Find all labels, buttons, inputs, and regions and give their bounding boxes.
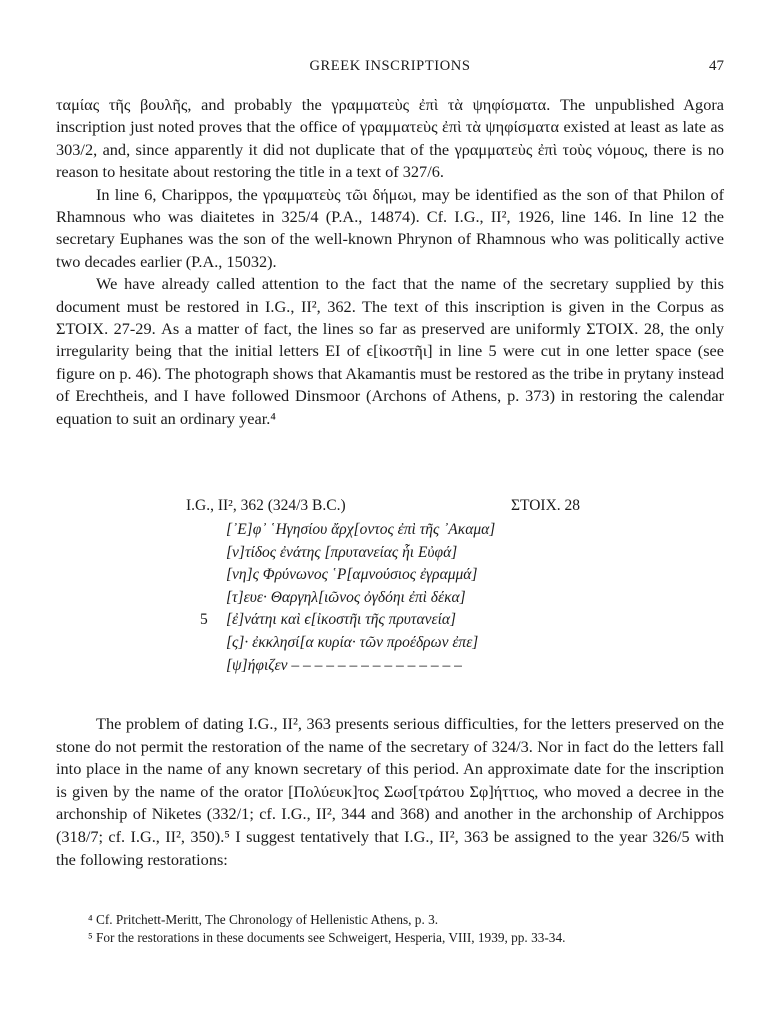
inscription-line-text: [ψ]ήφιζεν – – – – – – – – – – – – – – – [226, 656, 462, 674]
footnotes [88, 911, 724, 947]
inscription-line-text: [νη]ς Φρύνωνος ῾Ρ[αμνούσιος ἐγραμμά] [226, 566, 478, 584]
page-number: 47 [709, 58, 724, 74]
inscription-line-text: [ἐ]νάτηι καὶ ϵ[ἰκοστῆι τῆς πρυτανεία] [226, 611, 457, 629]
inscription-block [186, 497, 586, 677]
inscription-line-text: [ν]τίδος ἐνάτης [πρυτανείας ἧι Εὐφά] [226, 543, 458, 561]
body-text-top [56, 94, 724, 430]
inscription-line [186, 655, 586, 678]
inscription-line [186, 542, 586, 565]
inscription-line-text: [᾽Ε]φ᾽ ῾Ηγησίου ἄρχ[οντος ἐπὶ τῆς ᾽Ακαμα] [226, 521, 496, 538]
paragraph-1: ταμίας τῆς βουλῆς, and probably the γραμματεὺς ἐπὶ τὰ ψηφίσματα. The unpublished Agora inscription just noted proves that the office of γραμματεὺς ἐπὶ τὰ ψηφίσματα existed at least as late as 303/2, and, since apparently it did not duplicate that of the γραμματεὺς ἐπὶ τοὺς νόμους, there is no reason to hesitate about restoring the title in a text of 327/6. [56, 95, 724, 182]
inscription-line [186, 632, 586, 655]
inscription-reference: I.G., II², 362 (324/3 B.C.) [186, 497, 346, 514]
inscription-line [186, 609, 586, 632]
inscription-line [186, 587, 586, 610]
inscription-line [186, 564, 586, 587]
footnote-5: ⁵ For the restorations in these documents see Schweigert, Hesperia, VIII, 1939, pp. 33-34. [88, 930, 566, 945]
inscription-header [186, 497, 586, 519]
paragraph-2: In line 6, Charippos, the γραμματεὺς τῶι δήμωι, may be identified as the son of that Philon of Rhamnous who was diaitetes in 325/4 (P.A., 14874). Cf. I.G., II², 1926, line 146. In line 12 the secretary Euphanes was the son of the well-known Phrynon of Rhamnous who was politically active two decades earlier (P.A., 15032). [56, 184, 724, 271]
line-number: 5 [200, 611, 208, 629]
inscription-line-text: [τ]ευε· Θαργηλ[ιῶνος ὀγδόηι ἐπὶ δέκα] [226, 588, 466, 606]
footnote-4: ⁴ Cf. Pritchett-Meritt, The Chronology of Hellenistic Athens, p. 3. [88, 912, 439, 927]
paragraph-4: The problem of dating I.G., II², 363 presents serious difficulties, for the letters preserved on the stone do not permit the restoration of the name of the secretary of 324/3. Nor in fact do the letters fall into place in the name of any known secretary of this period. An approximate date for the inscription is given by the name of the orator [Πολύευκ]τος Σωσ[τράτου Σφ]ήττιος, who moved a decree in the archonship of Niketes (332/1; cf. I.G., II², 344 and 368) and another in the archonship of Archippos (318/7; cf. I.G., II², 350).⁵ I suggest tentatively that I.G., II², 363 be assigned to the year 326/5 with the following restorations: [56, 714, 724, 869]
inscription-line-text: [ς]· ἐκκλησί[α κυρία· τῶν προέδρων ἐπε] [226, 633, 479, 651]
running-title: GREEK INSCRIPTIONS [309, 58, 471, 74]
body-text-bottom [56, 713, 724, 871]
inscription-line [186, 519, 586, 542]
page-header [56, 58, 724, 80]
inscription-stoichedon: ΣΤΟΙΧ. 28 [511, 497, 581, 514]
paragraph-3: We have already called attention to the fact that the name of the secretary supplied by this document must be restored in I.G., II², 362. The text of this inscription is given in the Corpus as ΣΤΟΙΧ. 27-29. As a matter of fact, the lines so far as preserved are uniformly ΣΤΟΙΧ. 28, the only irregularity being that the initial letters ΕΙ of ϵ[ἰκοστῆι] in line 5 were cut in one letter space (see figure on p. 46). The photograph shows that Akamantis must be restored as the tribe in prytany instead of Erechtheis, and I have followed Dinsmoor (Archons of Athens, p. 373) in restoring the calendar equation to suit an ordinary year.⁴ [56, 274, 724, 428]
